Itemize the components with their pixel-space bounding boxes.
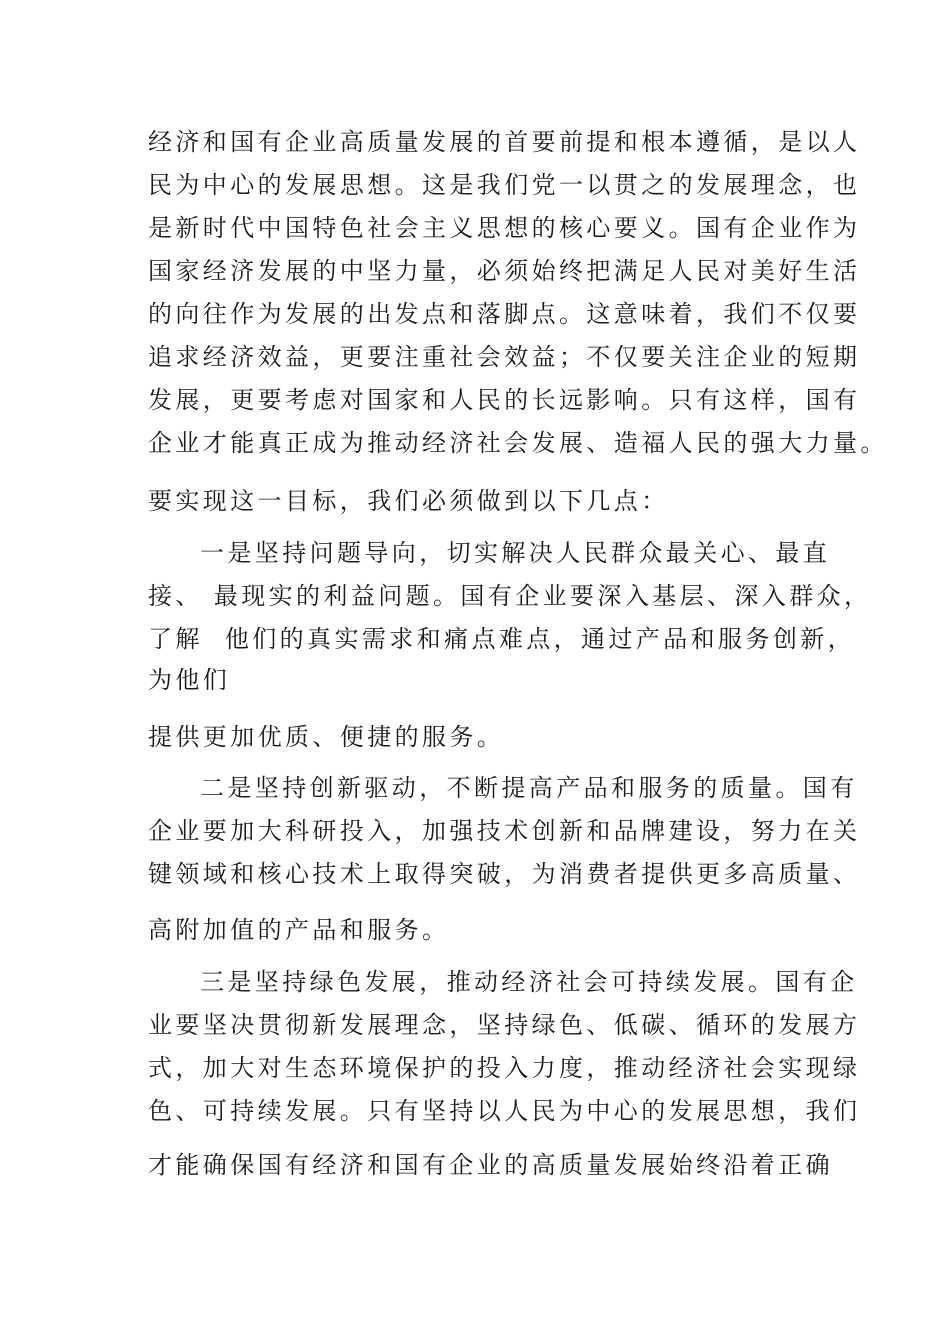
paragraph-first-line: 一是坚持问题导向，切实解决人民群众最关心、最直 [200,539,831,567]
text-line: 国家经济发展的中坚力量，必须始终把满足人民对美好生活 [148,257,861,285]
text-line: 色、可持续发展。只有坚持以人民为中心的发展思想，我们 [148,1097,861,1125]
text-line: 企业才能真正成为推动经济社会发展、造福人民的强大力量。 [148,429,888,457]
text-line: 经济和国有企业高质量发展的首要前提和根本遵循，是以人 [148,128,861,156]
text-line: 企业要加大科研投入，加强技术创新和品牌建设，努力在关 [148,817,861,845]
text-line: 高附加值的产品和服务。 [148,916,450,944]
text-line: 要实现这一目标，我们必须做到以下几点： [148,487,669,515]
text-line: 才能确保国有经济和国有企业的高质量发展始终沿着正确 [148,1151,833,1179]
text-line: 键领域和核心技术上取得突破，为消费者提供更多高质量、 [148,860,861,888]
text-line: 为他们 [148,666,231,694]
text-line: 发展，更要考虑对国家和人民的长远影响。只有这样，国有 [148,386,861,414]
text-line: 业要坚决贯彻新发展理念，坚持绿色、低碳、循环的发展方 [148,1011,861,1039]
paragraph-first-line: 三是坚持绿色发展，推动经济社会可持续发展。国有企 [200,968,858,996]
paragraph-first-line: 二是坚持创新驱动，不断提高产品和服务的质量。国有 [200,774,858,802]
text-line: 民为中心的发展思想。这是我们党一以贯之的发展理念，也 [148,171,861,199]
text-line: 接、 最现实的利益问题。国有企业要深入基层、深入群众， [148,582,872,610]
text-line: 追求经济效益，更要注重社会效益；不仅要关注企业的短期 [148,343,861,371]
text-line: 的向往作为发展的出发点和落脚点。这意味着，我们不仅要 [148,300,861,328]
text-line: 提供更加优质、便捷的服务。 [148,723,505,751]
text-line: 式，加大对生态环境保护的投入力度，推动经济社会实现绿 [148,1054,861,1082]
text-line: 是新时代中国特色社会主义思想的核心要义。国有企业作为 [148,214,861,242]
text-line: 了解 他们的真实需求和痛点难点，通过产品和服务创新， [148,625,856,653]
